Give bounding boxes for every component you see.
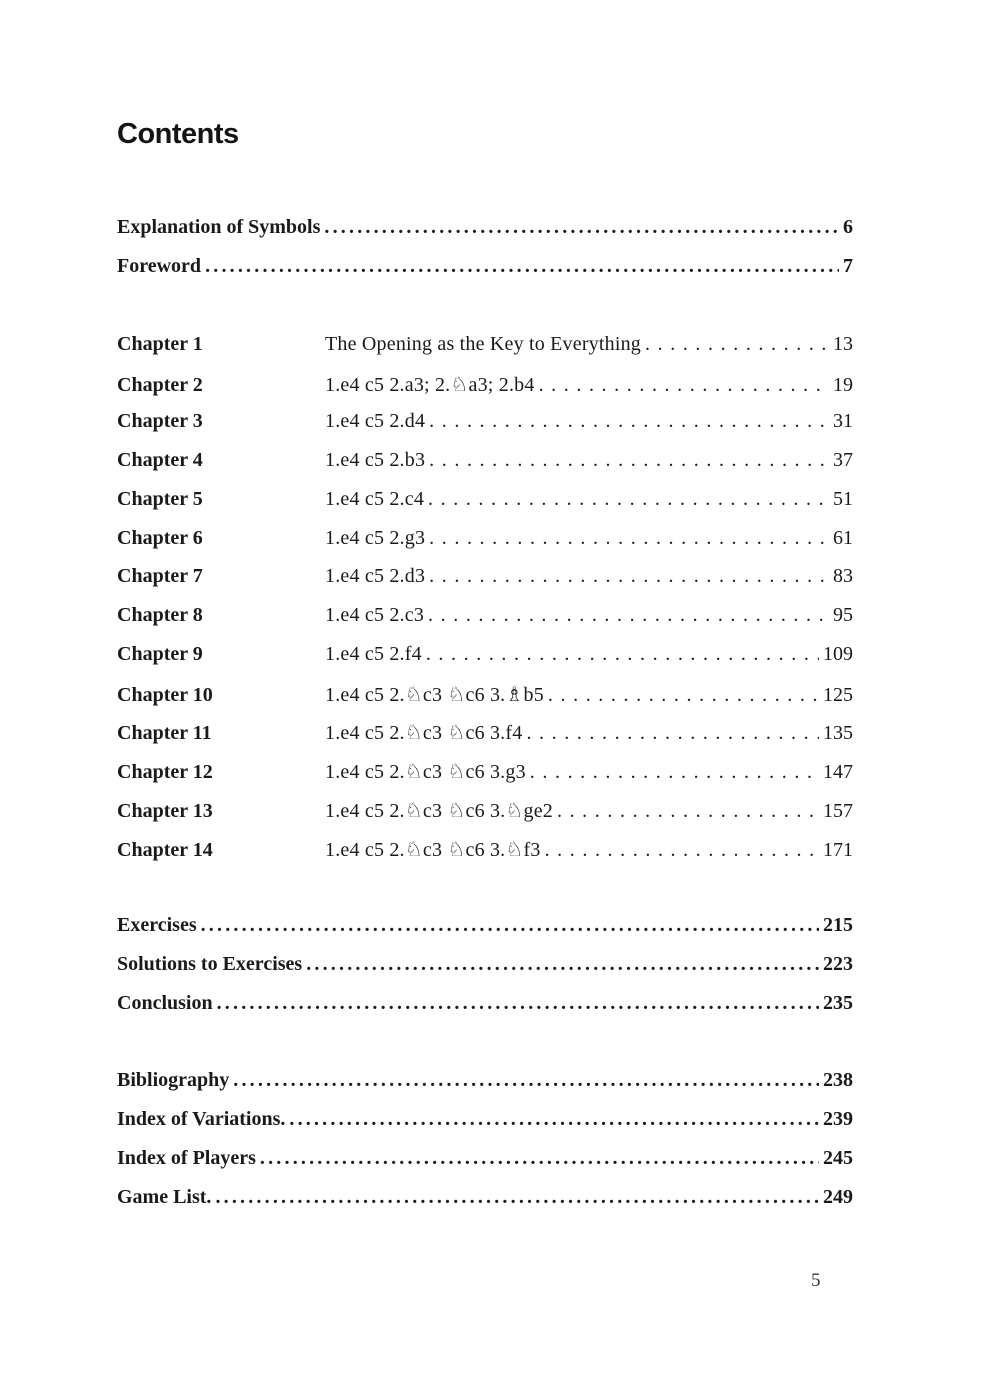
dot-leader bbox=[429, 565, 829, 588]
dot-leader bbox=[545, 839, 819, 862]
chapter-title: 1.e4 c5 2.g3 bbox=[325, 527, 426, 549]
chapter-label: Chapter 10 bbox=[117, 684, 213, 706]
chapter-label: Chapter 5 bbox=[117, 488, 203, 510]
dot-leader bbox=[645, 333, 829, 356]
chapter-label: Chapter 2 bbox=[117, 374, 203, 396]
toc-entry-conclusion[interactable] bbox=[117, 992, 853, 1022]
chapter-title: The Opening as the Key to Everything bbox=[325, 333, 642, 355]
dot-leader bbox=[306, 953, 819, 976]
chapter-title: 1.e4 c5 2.d3 bbox=[325, 565, 426, 587]
toc-entry-label: Solutions to Exercises bbox=[117, 953, 303, 975]
page-number: 5 bbox=[811, 1270, 821, 1291]
toc-entry-label: Index of Players bbox=[117, 1147, 256, 1169]
chapter-label: Chapter 4 bbox=[117, 449, 203, 471]
chapter-page: 83 bbox=[833, 565, 853, 587]
chapter-label: Chapter 6 bbox=[117, 527, 203, 549]
dot-leader bbox=[205, 255, 839, 278]
toc-chapter-13[interactable] bbox=[117, 798, 853, 828]
dot-leader bbox=[429, 449, 829, 472]
dot-leader bbox=[530, 761, 819, 784]
chapter-page: 95 bbox=[833, 604, 853, 626]
toc-chapter-3[interactable] bbox=[117, 410, 853, 440]
dot-leader bbox=[548, 684, 819, 707]
chapter-page: 157 bbox=[823, 800, 853, 822]
chapter-title: 1.e4 c5 2.♘c3 ♘c6 3.♗b5 bbox=[325, 684, 544, 706]
chapter-title: 1.e4 c5 2.♘c3 ♘c6 3.g3 bbox=[325, 761, 526, 783]
toc-entry-foreword[interactable] bbox=[117, 255, 853, 285]
toc-chapter-5[interactable] bbox=[117, 488, 853, 518]
dot-leader bbox=[324, 216, 839, 239]
chapter-page: 37 bbox=[833, 449, 853, 471]
toc-chapter-12[interactable] bbox=[117, 759, 853, 789]
toc-chapter-4[interactable] bbox=[117, 449, 853, 479]
toc-entry-label: Foreword bbox=[117, 255, 202, 277]
toc-entry-label: Index of Variations. bbox=[117, 1108, 286, 1130]
chapter-title: 1.e4 c5 2.♘c3 ♘c6 3.f4 bbox=[325, 722, 523, 744]
chapter-page: 125 bbox=[823, 684, 853, 706]
chapter-page: 31 bbox=[833, 410, 853, 432]
toc-chapter-11[interactable] bbox=[117, 720, 853, 750]
toc-entry-page: 7 bbox=[843, 255, 853, 277]
chapter-page: 171 bbox=[823, 839, 853, 861]
chapter-label: Chapter 11 bbox=[117, 722, 212, 744]
page-title: Contents bbox=[117, 118, 239, 150]
toc-entry-solutions[interactable] bbox=[117, 953, 853, 983]
chapter-label: Chapter 8 bbox=[117, 604, 203, 626]
toc-entry-label: Conclusion bbox=[117, 992, 213, 1014]
toc-chapter-6[interactable] bbox=[117, 527, 853, 557]
dot-leader bbox=[557, 800, 819, 823]
toc-entry-index-of-players[interactable] bbox=[117, 1147, 853, 1177]
chapter-page: 147 bbox=[823, 761, 853, 783]
toc-entry-page: 215 bbox=[823, 914, 853, 936]
chapter-label: Chapter 13 bbox=[117, 800, 213, 822]
chapter-title: 1.e4 c5 2.♘c3 ♘c6 3.♘f3 bbox=[325, 839, 541, 861]
dot-leader bbox=[426, 643, 819, 666]
toc-entry-page: 239 bbox=[823, 1108, 853, 1130]
toc-entry-index-of-variations[interactable] bbox=[117, 1108, 853, 1138]
toc-entry-label: Game List. bbox=[117, 1186, 212, 1208]
toc-chapter-2[interactable] bbox=[117, 372, 853, 402]
toc-entry-page: 235 bbox=[823, 992, 853, 1014]
chapter-title: 1.e4 c5 2.c4 bbox=[325, 488, 425, 510]
dot-leader bbox=[539, 374, 829, 397]
toc-entry-bibliography[interactable] bbox=[117, 1069, 853, 1099]
dot-leader bbox=[233, 1069, 819, 1092]
toc-entry-explanation-of-symbols[interactable] bbox=[117, 216, 853, 246]
toc-entry-page: 249 bbox=[823, 1186, 853, 1208]
toc-entry-exercises[interactable] bbox=[117, 914, 853, 944]
chapter-label: Chapter 12 bbox=[117, 761, 213, 783]
chapter-page: 61 bbox=[833, 527, 853, 549]
chapter-label: Chapter 3 bbox=[117, 410, 203, 432]
dot-leader bbox=[428, 488, 829, 511]
dot-leader bbox=[428, 604, 829, 627]
toc-chapter-1[interactable] bbox=[117, 333, 853, 363]
toc-entry-label: Explanation of Symbols bbox=[117, 216, 321, 238]
chapter-title: 1.e4 c5 2.d4 bbox=[325, 410, 426, 432]
dot-leader bbox=[429, 527, 829, 550]
toc-entry-page: 6 bbox=[843, 216, 853, 238]
toc-chapter-9[interactable] bbox=[117, 643, 853, 673]
chapter-page: 19 bbox=[833, 374, 853, 396]
dot-leader bbox=[215, 1186, 819, 1209]
dot-leader bbox=[217, 992, 819, 1015]
dot-leader bbox=[201, 914, 819, 937]
toc-entry-label: Bibliography bbox=[117, 1069, 230, 1091]
chapter-title: 1.e4 c5 2.f4 bbox=[325, 643, 422, 665]
dot-leader bbox=[429, 410, 829, 433]
chapter-label: Chapter 7 bbox=[117, 565, 203, 587]
toc-chapter-7[interactable] bbox=[117, 565, 853, 595]
dot-leader bbox=[526, 722, 819, 745]
chapter-title: 1.e4 c5 2.a3; 2.♘a3; 2.b4 bbox=[325, 374, 535, 396]
chapter-title: 1.e4 c5 2.c3 bbox=[325, 604, 425, 626]
dot-leader bbox=[289, 1108, 819, 1131]
chapter-title: 1.e4 c5 2.b3 bbox=[325, 449, 426, 471]
chapter-label: Chapter 14 bbox=[117, 839, 213, 861]
toc-entry-page: 223 bbox=[823, 953, 853, 975]
dot-leader bbox=[260, 1147, 819, 1170]
toc-chapter-8[interactable] bbox=[117, 604, 853, 634]
chapter-page: 109 bbox=[823, 643, 853, 665]
chapter-title: 1.e4 c5 2.♘c3 ♘c6 3.♘ge2 bbox=[325, 800, 553, 822]
toc-entry-label: Exercises bbox=[117, 914, 197, 936]
toc-chapter-10[interactable] bbox=[117, 682, 853, 712]
chapter-label: Chapter 1 bbox=[117, 333, 203, 355]
toc-entry-page: 238 bbox=[823, 1069, 853, 1091]
toc-chapter-14[interactable] bbox=[117, 837, 853, 867]
toc-entry-page: 245 bbox=[823, 1147, 853, 1169]
chapter-label: Chapter 9 bbox=[117, 643, 203, 665]
chapter-page: 13 bbox=[833, 333, 853, 355]
chapter-page: 135 bbox=[823, 722, 853, 744]
chapter-page: 51 bbox=[833, 488, 853, 510]
toc-entry-game-list[interactable] bbox=[117, 1186, 853, 1216]
